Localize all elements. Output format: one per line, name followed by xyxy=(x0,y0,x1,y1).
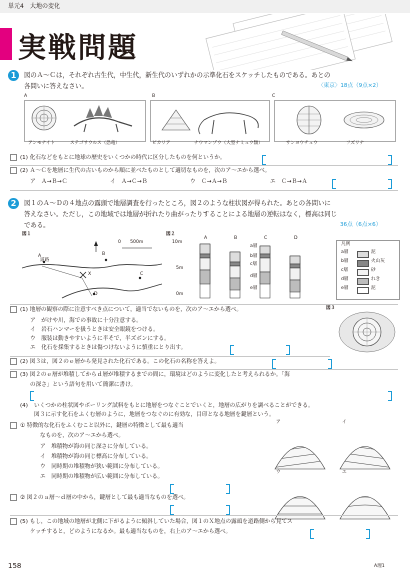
q2-text-line1: 図１のＡ～Ｄの４地点の露頭で地層調査を行ったところ，図２のような柱状図が得られた。あとの各問いに xyxy=(24,199,331,207)
legend-layer-5: e層 xyxy=(341,286,349,291)
q2-text-line2: 答えなさい。ただし，この地域では地層が折れたり曲がったりすることによる地層の逆転はなく，標高は同じ xyxy=(24,210,338,218)
layer-label-c: c層 xyxy=(250,262,258,267)
divider xyxy=(10,165,398,166)
shape-label-d: エ xyxy=(342,470,347,475)
legend-swatch xyxy=(357,278,369,285)
trilobite-icon xyxy=(297,106,321,134)
checkbox[interactable] xyxy=(10,306,17,313)
page-code: A理1 xyxy=(374,564,385,569)
q1-sub2 xyxy=(10,167,270,176)
fig1-point-b: B xyxy=(102,252,106,257)
q2-sub1-choice-3: ウ 服装は動きやすいように半そで，半ズボンにする。 xyxy=(30,336,170,342)
stegosaurus-icon xyxy=(74,105,132,132)
legend-box xyxy=(336,240,400,300)
fig1-label: 図１ xyxy=(22,232,32,237)
q2-sub4-1-line2: なものを，次のア～エから選べ。 xyxy=(40,433,124,439)
unit-title: 大地の変化 xyxy=(30,3,61,10)
fig1-scale: 0 500m xyxy=(118,240,144,245)
page-header xyxy=(0,0,410,13)
checkbox[interactable] xyxy=(10,167,17,174)
q2-sub1-choice-1: ア がけや川，海での事故に十分注意する。 xyxy=(30,318,142,324)
fig1-road: 道路 xyxy=(40,258,50,263)
q2-sub1-answer[interactable] xyxy=(230,345,290,353)
q2-sub2 xyxy=(10,358,220,367)
q2-sub4-2-text: 図２のａ層～ｄ層の中から，鍵層として最も適当なものを選べ。 xyxy=(26,495,190,501)
fig1-point-a: A xyxy=(38,254,42,259)
legend-desc-1: 泥 xyxy=(371,250,376,255)
q2-sub2-text: 図３は，図２のｅ層から発見された化石である。この化石の名称を答えよ。 xyxy=(29,359,220,365)
q2-sub4-1-choice-1: ア 堆積物が海の同じ深さに分布している。 xyxy=(40,444,152,450)
checkbox[interactable] xyxy=(10,371,17,378)
title-accent-bar xyxy=(0,28,12,60)
fusulina-icon xyxy=(344,112,384,128)
fossil-name-2: ステゴサウルス（恐竜） xyxy=(70,141,120,146)
legend-title: 凡例 xyxy=(341,242,351,247)
q1-source: 〈東京〉18点（9点×2） xyxy=(318,83,382,89)
shape-label-b: イ xyxy=(342,420,347,425)
q2-sub4-intro: いくつかの柱状図やボーリング試料をもとに地層をつなぐことでいくと，地層の広がりを調べることができる。 xyxy=(34,403,314,409)
legend-desc-5: 泥 xyxy=(371,286,376,291)
col-a: A xyxy=(204,236,208,241)
notebook-illustration xyxy=(180,14,410,70)
legend-desc-4: れき xyxy=(371,277,381,282)
fossil-name-3: ビカリア xyxy=(152,141,171,146)
q2-sub4-1 xyxy=(10,422,183,431)
fig1-point-x: X xyxy=(88,272,92,277)
q1-text-line1: 図のＡ～Ｃは，それぞれ古生代，中生代，新生代のいずれかの示準化石をスケッチしたものである。あとの xyxy=(24,71,331,79)
depth-5m: 5m xyxy=(176,266,184,271)
checkbox[interactable] xyxy=(10,358,17,365)
legend-layer-2: b層 xyxy=(341,259,349,264)
q1-sub2-text: Ａ～Ｃを地層に生代の古いものから順に並べたものとして適切なものを，次のア～エから選べ。 xyxy=(29,168,271,174)
fig3-label: 図３ xyxy=(326,306,336,311)
legend-layer-1: a層 xyxy=(341,250,349,255)
depth-0m: 0m xyxy=(176,292,184,297)
question-1-number: 1 xyxy=(8,70,19,81)
group-label-b: B xyxy=(152,94,156,99)
fig1-point-d: D xyxy=(94,292,98,297)
question-2-number: 2 xyxy=(8,198,19,209)
q2-sub5-line2: ケッチすると，どのようになるか。最も適当なものを，右上のア～エから選べ。 xyxy=(30,529,232,535)
q2-sub4-intro2: 図３に示す化石をふくむ層のように，地層をつなぐのに有効な，目印となる地層を鍵層という。 xyxy=(34,412,275,418)
fossil-name-5: サンヨウチュウ xyxy=(286,141,318,146)
vicarya-icon xyxy=(162,110,190,130)
q2-sub4-1-label: ① xyxy=(20,423,26,429)
unit-label: 単元4 xyxy=(8,3,24,10)
q1-text-line2: 各問いに答えなさい。 xyxy=(24,82,88,90)
fossil-name-4: ナウマンゾウ（大型ナミュウ類） xyxy=(194,141,263,146)
checkbox[interactable] xyxy=(10,494,17,501)
depth-10m: 10m xyxy=(172,240,183,245)
group-label-c: C xyxy=(272,94,276,99)
q1-choice-2: イ Ａ→Ｃ→Ｂ xyxy=(110,179,148,185)
q2-sub4-label: (4) xyxy=(20,403,28,409)
q2-sub5 xyxy=(10,518,293,527)
fossil-name-6: フズリナ xyxy=(346,141,365,146)
divider xyxy=(10,369,398,370)
col-c: C xyxy=(264,236,268,241)
divider xyxy=(10,304,398,305)
q2-sub1 xyxy=(10,306,242,315)
q1-sub2-answer[interactable] xyxy=(332,179,392,187)
q2-sub2-label: (2) xyxy=(20,359,28,365)
q1-sub2-label: (2) xyxy=(20,168,28,174)
q1-sub1-answer[interactable] xyxy=(262,155,392,163)
q1-sub1-label: (1) xyxy=(20,155,28,161)
map-figure xyxy=(22,238,162,300)
q2-sub1-choice-2: イ 岩石ハンマーを扱うときは安全眼鏡をつける。 xyxy=(30,327,159,333)
q1-choice-1: ア Ａ→Ｂ→Ｃ xyxy=(30,179,68,185)
q2-sub5-label: (5) xyxy=(20,519,28,525)
ammonite-icon xyxy=(32,106,56,130)
shape-label-c: ウ xyxy=(276,470,281,475)
q2-sub1-choice-4: エ 化石を採集するときは傷つけないように慎重にとり出す。 xyxy=(30,345,187,351)
legend-swatch xyxy=(357,287,369,294)
q2-sub5-line1: もし，この地域の地層が北側に下がるように傾斜していた場合，図１のＸ地点の露頭を道路側から見てス xyxy=(29,519,293,525)
layer-label-e: e層 xyxy=(250,286,258,291)
elephant-skeleton-icon xyxy=(199,113,259,134)
col-d: D xyxy=(294,236,298,241)
legend-swatch xyxy=(357,260,369,267)
divider xyxy=(10,515,398,516)
q2-sub3-text-line1: 図２のｅ層が堆積してからｄ層が堆積するまでの間に，環境はどのように変化したと考えられるか。「海 xyxy=(29,372,290,378)
q2-sub4-1-choice-4: エ 同時期の堆積物が広い範囲に分布している。 xyxy=(40,474,164,480)
q2-sub1-label: (1) xyxy=(20,307,28,313)
shape-label-a: ア xyxy=(276,420,281,425)
outcrop-sketch-choices xyxy=(270,424,400,524)
q2-sub2-answer[interactable] xyxy=(272,359,332,367)
legend-swatch xyxy=(357,251,369,258)
q2-text-line3: である。 xyxy=(24,221,50,229)
q2-sub4-2 xyxy=(10,494,189,503)
q2-sub4-2-answer[interactable] xyxy=(170,505,230,513)
layer-label-a: a層 xyxy=(250,244,258,249)
q2-sub3 xyxy=(10,371,290,380)
legend-desc-3: 砂 xyxy=(371,268,376,273)
q1-sub1 xyxy=(10,154,226,163)
q1-sub1-text: 化石などをもとに地球の歴史をいくつかの時代に区分したものを何というか。 xyxy=(29,155,226,161)
divider xyxy=(10,356,330,357)
q2-sub3-answer[interactable] xyxy=(30,391,392,399)
checkbox[interactable] xyxy=(10,422,17,429)
q2-sub4-1-choice-2: イ 堆積物が海の同じ標高に分布している。 xyxy=(40,454,152,460)
layer-label-b: b層 xyxy=(250,254,258,259)
q2-source: 36点（6点×6） xyxy=(340,222,382,228)
checkbox[interactable] xyxy=(10,518,17,525)
q2-sub4-1-choice-3: ウ 同時期の堆積物が狭い範囲に分布している。 xyxy=(40,464,164,470)
q2-sub4-2-label: ② xyxy=(20,495,26,501)
legend-layer-3: c層 xyxy=(341,268,349,273)
layer-label-d: d層 xyxy=(250,274,258,279)
fig2-label: 図２ xyxy=(166,232,176,237)
q2-sub3-text-line2: の深さ」という語句を用いて簡潔に書け。 xyxy=(30,382,137,388)
page-number: 158 xyxy=(8,562,22,570)
group-label-a: A xyxy=(24,94,28,99)
ammonite-fossil-figure xyxy=(336,310,398,354)
checkbox[interactable] xyxy=(10,154,17,161)
legend-desc-2: 火山灰 xyxy=(371,259,385,264)
q2-sub1-text: 地層の観察の際に注意すべき点について，適当でないものを，次のア～エから選べ。 xyxy=(29,307,242,313)
page-title: 実戦問題 xyxy=(18,31,139,64)
col-b: B xyxy=(234,236,238,241)
fossil-name-1: アンモナイト xyxy=(28,141,56,146)
q1-choice-4: エ Ｃ→Ｂ→Ａ xyxy=(270,179,308,185)
q2-sub4-1-line1: 特徴的な化石をふくむこと以外に，鍵層の特徴として最も適当 xyxy=(26,423,184,429)
q2-sub4-1-answer[interactable] xyxy=(170,484,230,492)
divider xyxy=(10,190,398,191)
fossil-figure xyxy=(24,94,396,148)
q2-sub3-label: (3) xyxy=(20,372,28,378)
fig1-point-c: C xyxy=(140,272,144,277)
legend-swatch xyxy=(357,269,369,276)
legend-layer-4: d層 xyxy=(341,277,349,282)
q1-choice-3: ウ Ｃ→Ａ→Ｂ xyxy=(190,179,228,185)
q2-sub5-answer[interactable] xyxy=(310,529,370,537)
